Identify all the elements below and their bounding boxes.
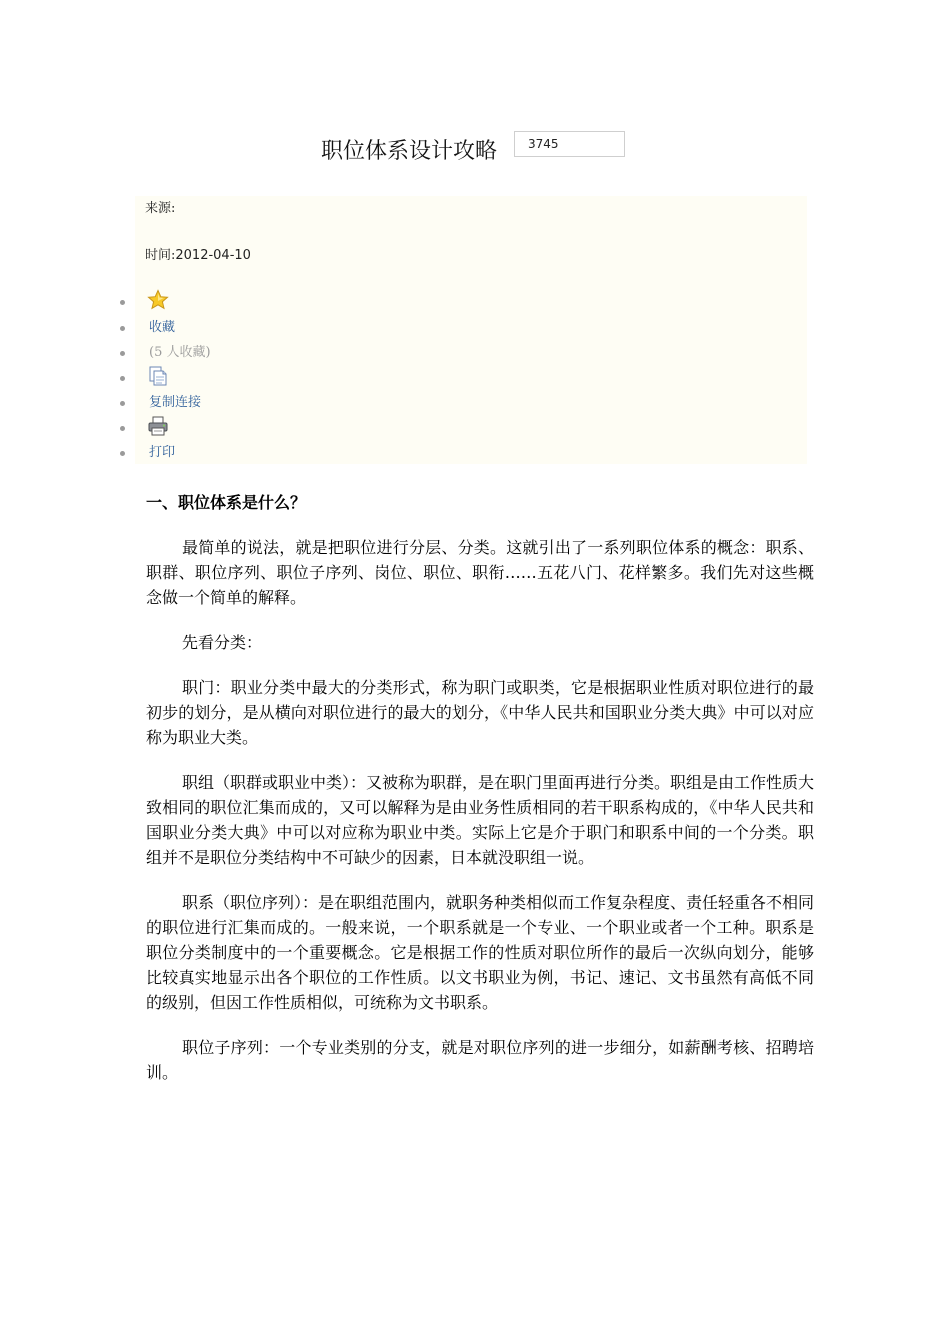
bullet [120,300,125,305]
bullet [120,351,125,356]
copy-link[interactable]: 复制连接 [149,395,202,410]
print-icon-item[interactable] [120,418,320,440]
printer-icon[interactable] [147,415,169,441]
print-link[interactable]: 打印 [149,445,176,460]
time-value: 2012-04-10 [175,248,251,263]
favorite-count: (5 人收藏) [149,345,211,360]
time-line [145,247,251,265]
paragraph: 职位子序列：一个专业类别的分支，就是对职位序列的进一步细分，如薪酬考核、招聘培训。 [146,1038,814,1082]
bullet [120,326,125,331]
time-label: 时间: [145,248,176,263]
paragraph: 先看分类： [182,633,263,652]
page-title: 职位体系设计攻略 [321,139,498,164]
source-line [145,200,175,218]
favorite-item[interactable] [120,318,320,340]
print-item[interactable] [120,443,320,465]
article-body [146,490,814,1105]
bullet [120,426,125,431]
star-icon[interactable] [147,289,169,315]
favorite-link[interactable]: 收藏 [149,320,176,335]
copy-link-item[interactable] [120,393,320,415]
paragraph: 最简单的说法，就是把职位进行分层、分类。这就引出了一系列职位体系的概念：职系、职群、职位序列、职位子序列、岗位、职位、职衔……五花八门、花样繁多。我们先对这些概念做一个简单的解释。 [146,538,814,607]
bullet [120,376,125,381]
paragraph: 职系（职位序列）：是在职组范围内，就职务种类相似而工作复杂程度、责任轻重各不相同的职位进行汇集而成的。一般来说，一个职系就是一个专业、一个职业或者一个工种。职系是职位分类制度中的一个重要概念。它是根据工作的性质对职位所作的最后一次纵向划分，能够比较真实地显示出各个职位的工作性质。以文书职业为例，书记、速记、文书虽然有高低不同的级别，但因工作性质相似，可统称为文书职系。 [146,893,815,1012]
favorite-count-item [120,343,320,365]
view-count-box: 3745 [514,131,625,157]
copy-document-icon[interactable] [147,365,169,391]
bullet [120,401,125,406]
section-heading: 一、职位体系是什么？ [146,493,307,512]
bullet [120,451,125,456]
paragraph: 职组（职群或职业中类）：又被称为职群，是在职门里面再进行分类。职组是由工作性质大致相同的职位汇集而成的，又可以解释为是由业务性质相同的若干职系构成的，《中华人民共和国职业分类大典》中可以对应称为职业中类。实际上它是介于职门和职系中间的一个分类。职组并不是职位分类结构中不可缺少的因素，日本就没职组一说。 [146,773,815,867]
source-label: 来源: [145,201,176,216]
title-row [0,128,950,168]
paragraph: 职门：职业分类中最大的分类形式，称为职门或职类，它是根据职业性质对职位进行的最初步的划分，是从横向对职位进行的最大的划分，《中华人民共和国职业分类大典》中可以对应称为职业大类。 [146,678,814,747]
favorite-icon-item[interactable] [120,292,320,314]
copy-icon-item[interactable] [120,368,320,390]
